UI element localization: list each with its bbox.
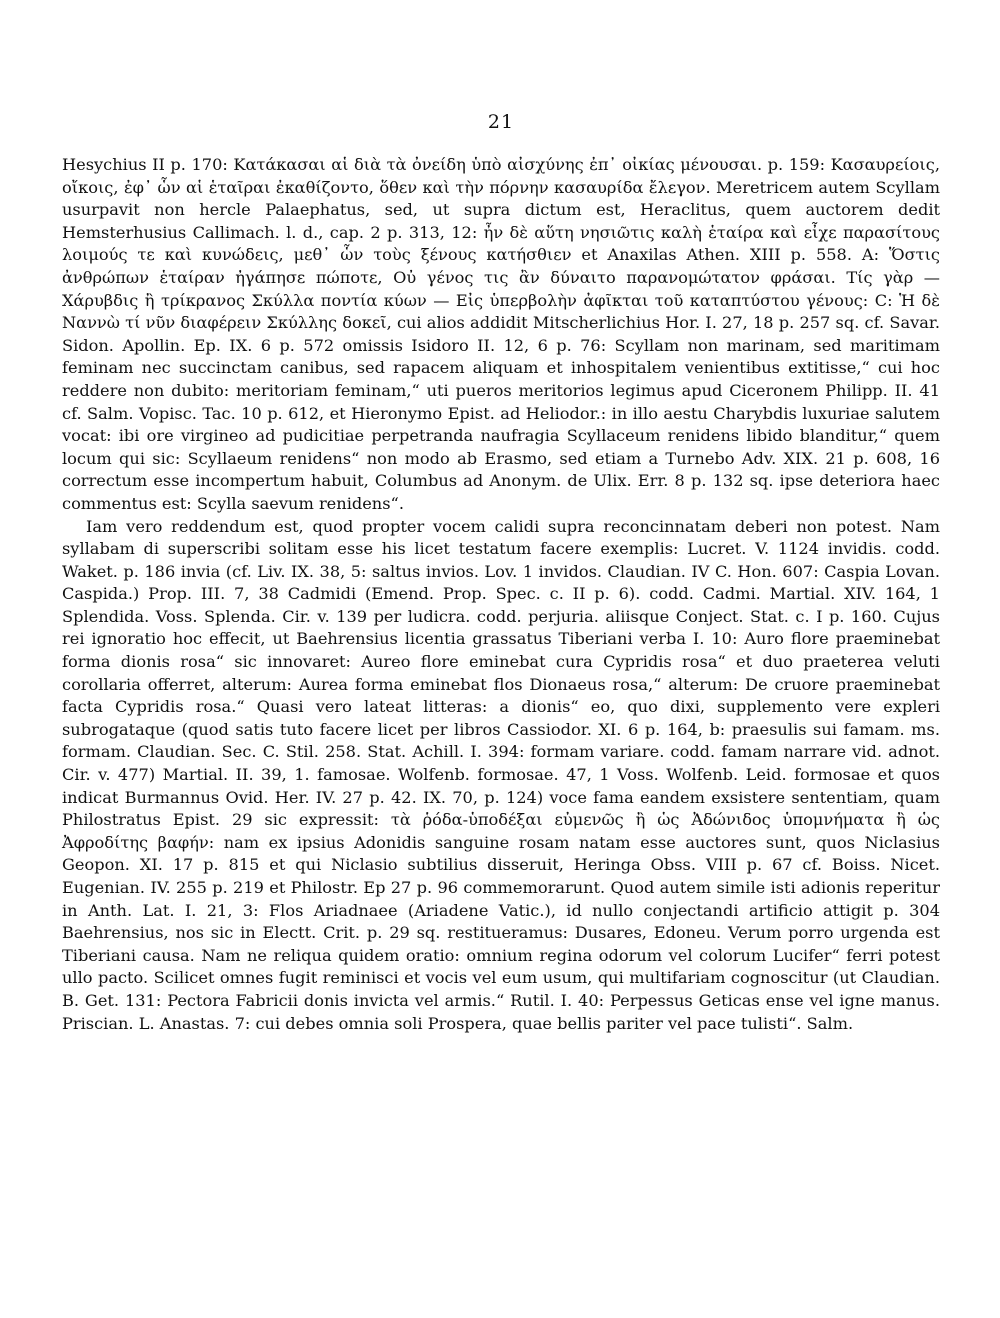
paragraph-hesychius: Hesychius II p. 170: Κατάκασαι αἱ διὰ τὰ ὀνείδη ὑπὸ αἰσχύνης ἐπ᾽ οἰκίας μένουσαι. p. 159: Κασαυρείοις, οἴκοις, ἐφ᾽ ὧν αἱ ἑταῖραι ἐκαθίζοντο, ὅθεν καὶ τὴν πόρνην κασαυρίδα ἔλεγον. Meretricem autem Scyllam usurpavit non hercle Palaephatus, sed, ut supra dictum est, Heraclitus, quem auctorem dedit Hemsterhusius Callimach. l. d., cap. 2 p. 313, 12: ἦν δὲ αὕτη νησιῶτις καλὴ ἑταίρα καὶ εἶχε παρασίτους λοιμούς τε καὶ κυνώδεις, μεθ᾽ ὧν τοὺς ξένους κατήσθιεν et Anaxilas Athen. XIII p. 558. A: Ὅστις ἀνθρώπων ἑταίραν ἠγάπησε πώποτε, Οὐ γένος τις ἂν δύναιτο παρανομώτατον φράσαι. Τίς γὰρ — Χάρυβδις ἢ τρίκρανος Σκύλλα ποντία κύων — Εἰς ὑπερβολὴν ἀφῖκται τοῦ καταπτύστου γένους: C: Ἡ δὲ Ναννὼ τί νῦν διαφέρειν Σκύλλης δοκεῖ, cui alios addidit Mitscherlichius Hor. I. 27, 18 p. 257 sq. cf. Savar. Sidon. Apollin. Ep. IX. 6 p. 572 omissis Isidoro II. 12, 6 p. 76: Scyllam non marinam, sed maritimam feminam nec succinctam canibus, sed rapacem aliquam et inhospitalem venientibus extitisse,“ cui hoc reddere non dubito: meritoriam feminam,“ uti pueros meritorios legimus apud Ciceronem Philipp. II. 41 cf. Salm. Vopisc. Tac. 10 p. 612, et Hieronymo Epist. ad Heliodor.: in illo aestu Charybdis luxuriae salutem vocat: ibi ore virgineo ad pudicitiae perpetranda naufragia Scyllaceum renidens libido blanditur,“ quem locum qui sic: Scyllaeum renidens“ non modo ab Erasmo, sed etiam a Turnebo Adv. XIX. 21 p. 608, 16 correctum esse incompertum habuit, Columbus ad Anonym. de Ulix. Err. 8 p. 132 sq. ipse deteriora haec commentus est: Scylla saevum renidens“. (62, 155, 940, 513)
body-text (62, 154, 940, 1035)
document-page (62, 100, 940, 1035)
paragraph-iam-vero: Iam vero reddendum est, quod propter vocem calidi supra reconcinnatam deberi non potest. Nam syllabam di superscribi solitam esse his licet testatum facere exemplis: Lucret. V. 1124 invidis. codd. Waket. p. 186 invia (cf. Liv. IX. 38, 5: saltus invios. Lov. 1 invidos. Claudian. IV C. Hon. 607: Caspia Lovan. Caspida.) Prop. III. 7, 38 Cadmidi (Emend. Prop. Spec. c. II p. 6). codd. Cadmi. Martial. XIV. 164, 1 Splendida. Voss. Splenda. Cir. v. 139 per ludicra. codd. perjuria. aliisque Conject. Stat. c. I p. 160. Cujus rei ignoratio hoc effecit, ut Baehrensius licentia grassatus Tiberiani verba I. 10: Auro flore praeminebat forma dionis rosa“ sic innovaret: Aureo flore eminebat cura Cypridis rosa“ et duo praeterea veluti corollaria offerret, alterum: Aurea forma eminebat flos Dionaeus rosa,“ alterum: De cruore praeminebat facta Cypridis rosa.“ Quasi vero lateat litteras: a dionis“ eo, quo dixi, supplemento vere expleri subrogataque (quod satis tuto facere licet per libros Cassiodor. XI. 6 p. 164, b: praesulis sui famam. ms. formam. Claudian. Sec. C. Stil. 258. Stat. Achill. I. 394: formam variare. codd. famam narrare vid. adnot. Cir. v. 477) Martial. II. 39, 1. famosae. Wolfenb. formosae. 47, 1 Voss. Wolfenb. Leid. formosae et quos indicat Burmannus Ovid. Her. IV. 27 p. 42. IX. 70, p. 124) voce fama eandem exsistere sententiam, quam Philostratus Epist. 29 sic expressit: τὰ ῥόδα-ὑποδέξαι εὐμενῶς ἢ ὡς Ἀδώνιδος ὑπομνήματα ἢ ὡς Ἀφροδίτης βαφήν: nam ex ipsius Adonidis sanguine rosam natam esse auctores sunt, quos Niclasius Geopon. XI. 17 p. 815 et qui Niclasio subtilius disseruit, Heringa Obss. VIII p. 67 cf. Boiss. Nicet. Eugenian. IV. 255 p. 219 et Philostr. Ep 27 p. 96 commemorarunt. Quod autem simile isti adionis reperitur in Anth. Lat. I. 21, 3: Flos Ariadnaee (Ariadene Vatic.), id nullo conjectandi artificio attigit p. 304 Baehrensius, nos sic in Electt. Crit. p. 29 sq. restitueramus: Dusares, Edoneu. Verum porro urgenda est Tiberiani causa. Nam ne reliqua quidem oratio: omnium regina odorum vel colorum Lucifer“ ferri potest ullo pacto. Scilicet omnes fugit reminisci et vocis vel eum usum, qui multifariam cognoscitur (ut Claudian. B. Get. 131: Pectora Fabricii donis invicta vel armis.“ Rutil. I. 40: Perpessus Geticas ense vel igne manus. Priscian. L. Anastas. 7: cui debes omnia soli Prospera, quae bellis pariter vel pace tulisti“. Salm. (62, 516, 940, 1033)
page-number: 21 (487, 111, 515, 133)
